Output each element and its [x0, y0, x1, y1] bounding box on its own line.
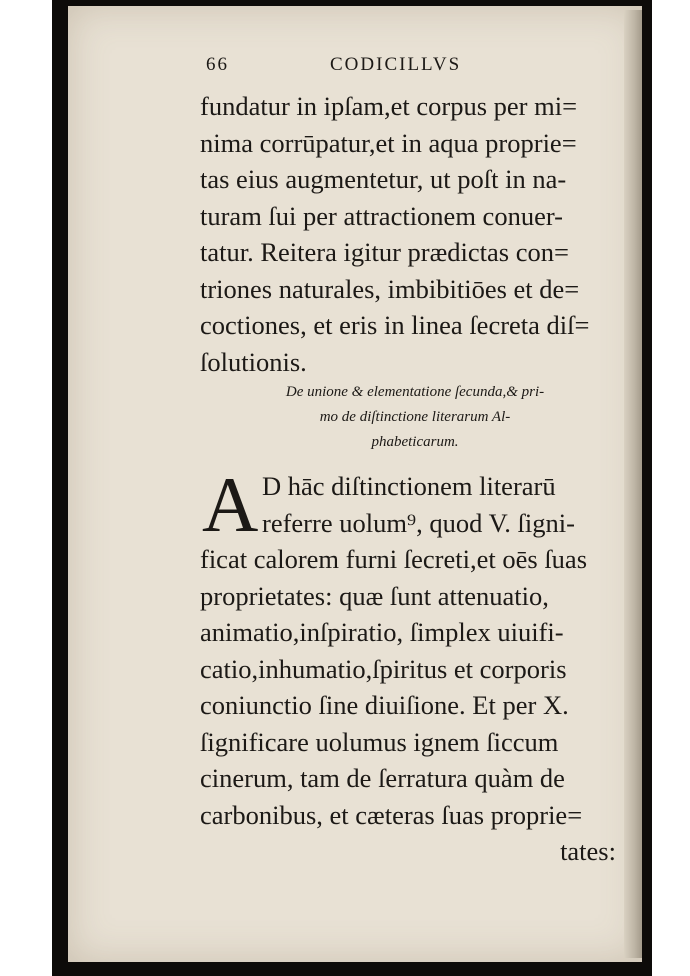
- text-block: [200, 50, 630, 866]
- running-head: [200, 50, 630, 86]
- text-line: triones naturales, imbibitiōes et de=: [200, 273, 580, 304]
- text-line: coctiones, et eris in linea ſecreta diſ=: [200, 310, 590, 340]
- text-line: ſignificare uolumus ignem ſiccum: [200, 726, 559, 757]
- text-line: proprietates: quæ ſunt attenuatio,: [200, 580, 549, 611]
- text-line: referre uolum⁹, quod V. ſigni-: [262, 507, 575, 538]
- catchword: tates:: [560, 836, 616, 866]
- section-heading: [200, 380, 630, 455]
- text-line: catio,inhumatio,ſpiritus et corporis: [200, 653, 567, 684]
- text-line: D hāc diſtinctionem literarū: [262, 471, 556, 501]
- text-line: fundatur in ipſam,et corpus per mi=: [200, 91, 578, 121]
- text-line: coniunctio ſine diuiſione. Et per X.: [200, 690, 569, 720]
- text-line: nima corrūpatur,et in aqua proprie=: [200, 127, 577, 158]
- text-line: animatio,inſpiratio, ſimplex uiuifi-: [200, 617, 564, 647]
- text-line: tas eius augmentetur, ut poſt in na-: [200, 164, 567, 194]
- text-line: turam ſui per attractionem conuer-: [200, 200, 563, 231]
- heading-line: De unione & elementatione ſecunda,& pri-: [285, 384, 545, 400]
- paragraph-2: [200, 461, 630, 870]
- text-line: cinerum, tam de ſerratura quàm de: [200, 763, 565, 793]
- heading-line: phabeticarum.: [371, 434, 459, 450]
- text-line: tatur. Reitera igitur prædictas con=: [200, 237, 569, 267]
- drop-cap: A: [202, 461, 259, 548]
- running-title: CODICILLVS: [330, 54, 462, 75]
- text-line: ficat calorem furni ſecreti,et oēs ſuas: [200, 544, 588, 574]
- page-number: 66: [206, 54, 229, 75]
- heading-line: mo de diſtinctione literarum Al-: [319, 409, 511, 425]
- paragraph-1: [200, 88, 630, 380]
- text-line: ſolutionis.: [200, 346, 307, 377]
- text-line: carbonibus, et cæteras ſuas proprie=: [200, 799, 583, 830]
